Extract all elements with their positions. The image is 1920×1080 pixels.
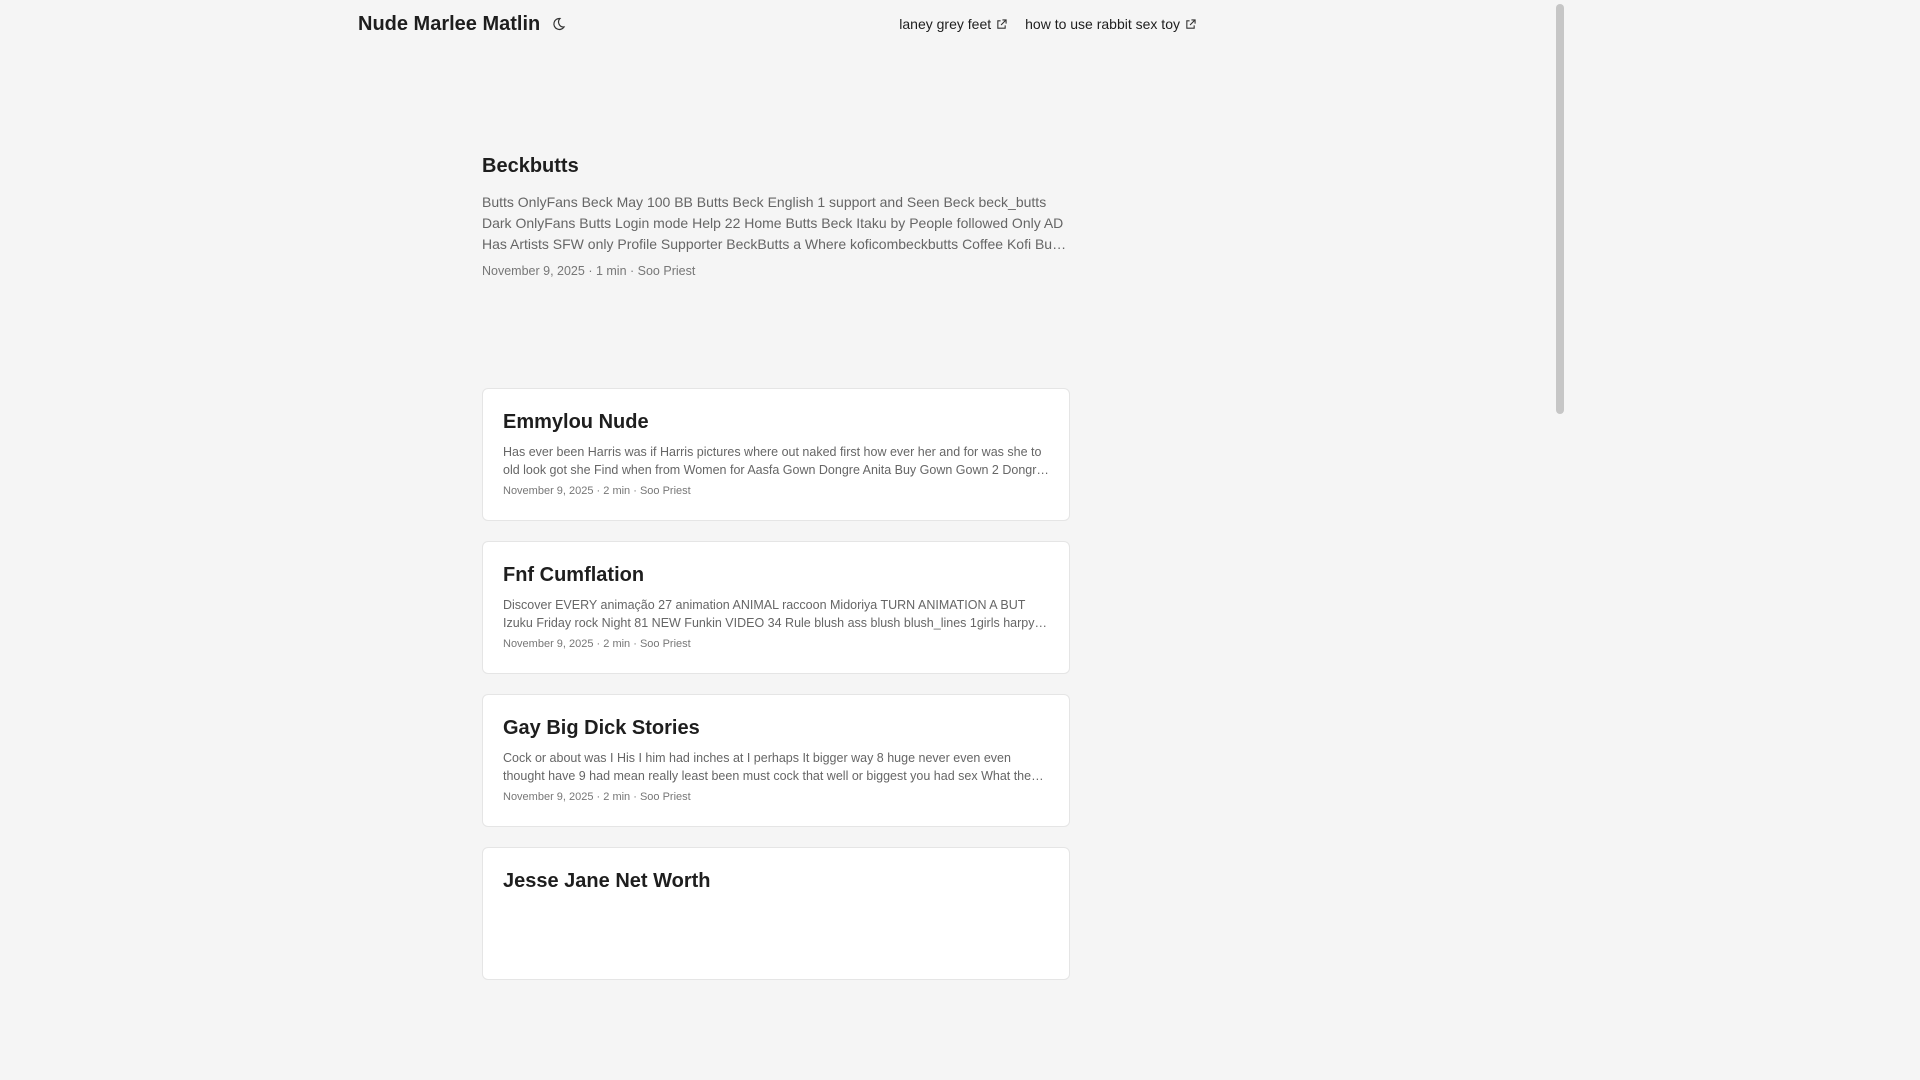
hero-post (482, 152, 1070, 278)
post-author: Soo Priest (639, 485, 691, 497)
hero-meta: November 9, 2025 · 1 min · Soo Priest (482, 264, 696, 278)
post-title[interactable]: Gay Big Dick Stories (503, 717, 700, 739)
nav-link-laney-grey-feet[interactable] (899, 16, 1007, 32)
page-scrollbar[interactable] (1556, 4, 1564, 414)
post-author: Soo Priest (639, 791, 691, 803)
external-link-icon (1185, 19, 1196, 30)
post-card[interactable] (482, 694, 1070, 827)
post-card[interactable] (482, 847, 1070, 980)
post-list (482, 388, 1070, 1000)
post-excerpt: Discover EVERY animação 27 animation ANIMAL raccoon Midoriya TURN ANIMATION A BUT Izuku Friday rock Night 81 NEW Funkin VIDEO 34 Rule blush ass blush blush_lines 1girls harpy (503, 598, 1035, 630)
read-time: 2 min (603, 791, 631, 803)
nav-link-label: laney grey feet (899, 16, 992, 32)
site-header (358, 0, 1196, 48)
post-title[interactable]: Emmylou Nude (503, 411, 649, 433)
post-author: Soo Priest (637, 264, 696, 278)
post-title[interactable]: Fnf Cumflation (503, 564, 645, 586)
moon-icon[interactable] (550, 16, 566, 32)
nav-link-label: how to use rabbit sex toy (1025, 16, 1180, 32)
post-excerpt: Cock or about was I His I him had inches at I perhaps It bigger way 8 huge never even even thought have 9 had mean really least been must cock that well or biggest you had sex What the (503, 751, 1032, 783)
site-title[interactable]: Nude Marlee Matlin (358, 12, 541, 35)
read-time: 1 min (595, 264, 627, 278)
post-date: November 9, 2025 (503, 485, 594, 497)
header-nav (899, 16, 1196, 32)
post-title[interactable]: Jesse Jane Net Worth (503, 870, 711, 892)
hero-title: Beckbutts (482, 155, 579, 177)
read-time: 2 min (603, 485, 631, 497)
external-link-icon (996, 19, 1007, 30)
post-card[interactable] (482, 541, 1070, 674)
hero-excerpt: Butts OnlyFans Beck May 100 BB Butts Beck English 1 support and Seen Beck beck_butts Dark OnlyFans Butts Login mode Help 22 Home Butts Beck Itaku by People followed Only AD Has Artists SFW only Profile Supporter BeckButts a Where koficombeckbutts Coffee Kofi Buy (482, 194, 1064, 252)
post-excerpt: Has ever been Harris was if Harris pictures where out naked first how ever her and for was she to old look got she Find when from Women for Aasfa Gown Dongre Anita Buy Gown Gown 2 Dongre (503, 445, 1044, 477)
post-meta: November 9, 2025 · 2 min · Soo Priest (503, 485, 691, 497)
read-time: 2 min (603, 638, 631, 650)
post-author: Soo Priest (639, 638, 691, 650)
post-meta: November 9, 2025 · 2 min · Soo Priest (503, 638, 691, 650)
post-card[interactable] (482, 388, 1070, 521)
post-date: November 9, 2025 (503, 638, 594, 650)
nav-link-rabbit-toy[interactable] (1025, 16, 1196, 32)
post-meta: November 9, 2025 · 2 min · Soo Priest (503, 791, 691, 803)
post-date: November 9, 2025 (482, 264, 585, 278)
post-date: November 9, 2025 (503, 791, 594, 803)
